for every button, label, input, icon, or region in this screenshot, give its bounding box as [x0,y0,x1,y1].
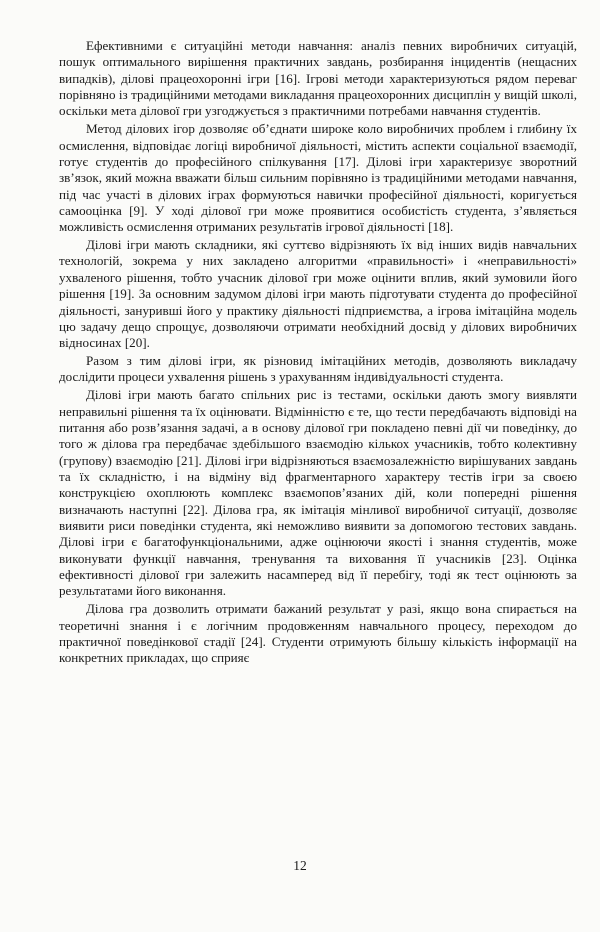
paragraph-4: Разом з тим ділові ігри, як різновид імітаційних методів, дозволяють викладачу дослідити процеси ухвалення рішень з урахуванням індивідуальності студента. [59,353,577,385]
paragraph-1: Ефективними є ситуаційні методи навчання: аналіз певних виробничих ситуацій, пошук оптимального вирішення практичних завдань, розбирання інцидентів (нещасних випадків), ділові працеохоронні ігри [16]. Ігрові методи характеризуються рядом переваг порівняно із традиційними методами викладання працеохоронних дисциплін у вищій школі, оскільки мета ділової гри узгоджується з практичними потребами навчання студентів. [59,38,577,119]
paragraph-2: Метод ділових ігор дозволяє об’єднати широке коло виробничих проблем і глибину їх осмислення, відповідає логіці виробничої діяльності, містить аспекти соціальної взаємодії, готує студентів до професійного спілкування [17]. Ділові ігри характеризує зворотний зв’язок, який можна вважати більш сильним порівняно із традиційними методами навчання, під час участі в ділових іграх формуються навички професійної діяльності, коригується самооцінка [9]. У ході ділової гри може проявитися особистість студента, з’являється можливість осмислення отриманих результатів ігрової діяльності [18]. [59,121,577,235]
paragraph-5: Ділові ігри мають багато спільних рис із тестами, оскільки дають змогу виявляти неправильні рішення та їх оцінювати. Відмінністю є те, що тести передбачають відповіді на питання або розв’язання задачі, а в основу ділової гри покладено певні дії чи поведінку, до того ж ділова гра передбачає здебільшого взаємодію кількох учасників, тобто колективну (групову) взаємодію [21]. Ділові ігри відрізняються взаємозалежністю вирішуваних завдань та їх складністю, і на відміну від фрагментарного характеру тестів ігри за своєю конструкцією охоплюють комплекс взаємопов’язаних дій, коли попередні рішення визначають наступні [22]. Ділова гра, як імітація мінливої виробничої ситуації, дозволяє виявити риси поведінки студента, які неможливо виявити за допомогою тестових завдань. Ділові ігри є багатофункціональними, адже оцінюючи якості і знання студентів, може виконувати функції навчання, тренування та виховання її учасників [23]. Оцінка ефективності ділової гри залежить насамперед від її перебігу, тоді як тест оцінюють за результатами його виконання. [59,387,577,599]
paragraph-6: Ділова гра дозволить отримати бажаний результат у разі, якщо вона спирається на теоретичні знання і є логічним продовженням навчального процесу, переходом до практичної поведінкової стадії [24]. Студенти отримують більшу кількість інформації на конкретних прикладах, що сприяє [59,601,577,666]
body-text [59,38,577,668]
paragraph-3: Ділові ігри мають складники, які суттєво відрізняють їх від інших видів навчальних технологій, зокрема у них закладено алгоритми «правильності» і «неправильності» ухваленого рішення, тобто учасник ділової гри може оцінити вплив, який зумовили його рішення [19]. За основним задумом ділові ігри мають підготувати студента до професійної діяльності, занурившi його у практику діяльності підприємства, а ігрова імітаційна модель цю задачу дещо спрощує, дозволяючи отримати необхідний досвід у ділових виробничих відносинах [20]. [59,237,577,351]
page-number: 12 [293,858,307,873]
